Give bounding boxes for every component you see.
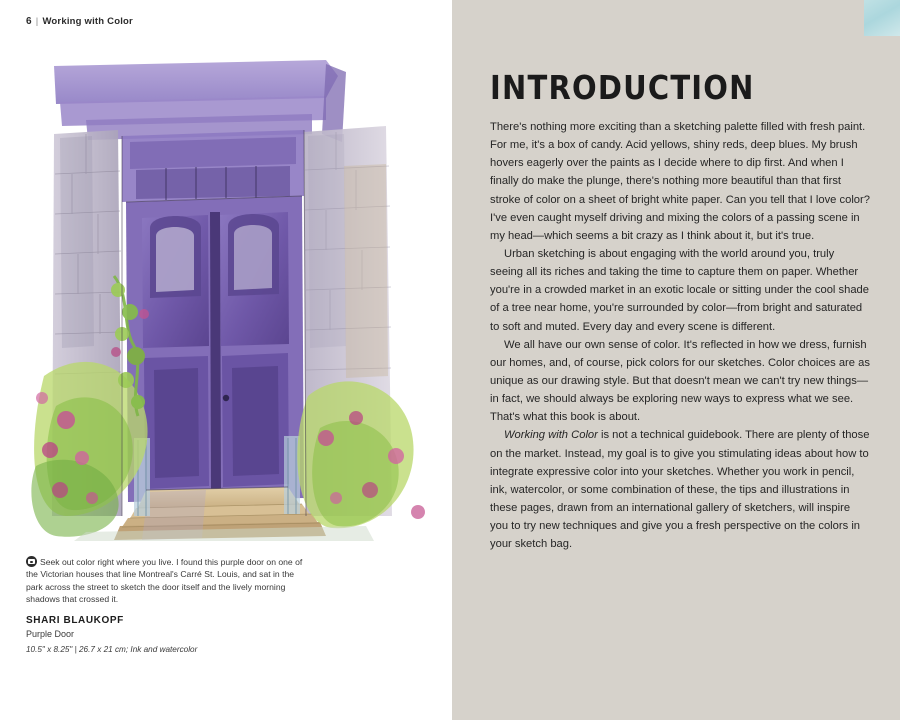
page-title: INTRODUCTION [490, 69, 755, 108]
artist-name: SHARI BLAUKOPF [26, 614, 124, 626]
running-head-title: Working with Color [42, 16, 133, 27]
book-title-italic: Working with Color [504, 429, 598, 442]
corner-color-swatch [864, 0, 900, 36]
artwork-watercolor-purple-door [26, 46, 426, 541]
running-head [26, 16, 133, 27]
paragraph-2: Urban sketching is about engaging with the world around you, truly seeing all its riches and taking the time to capture them on paper. Whether you're in a crowded market in an exotic locale or sitting under the cool shade of a tree near home, you're surrounded by color—from bright and saturated to soft and muted. Every day and every scene is different. [490, 247, 869, 333]
camera-icon [26, 556, 37, 567]
caption-text-wrapper [26, 556, 304, 606]
artwork-specs: 10.5" x 8.25" | 26.7 x 21 cm; Ink and watercolor [26, 644, 198, 654]
paragraph-1: There's nothing more exciting than a sketching palette filled with fresh paint. For me, it's a box of candy. Acid yellows, shiny reds, deep blues. My brush hovers eagerly over the paints as I decide where to dip first. And when I finally do make the plunge, there's nothing more beautiful than that first stroke of color on a sheet of bright white paper. Can you tell that I love color? I've even caught myself driving and mixing the colors of a passing scene in my head—which seems a bit crazy as I think about it, but it's true. [490, 121, 870, 242]
body-copy [490, 118, 870, 553]
paragraph-3: We all have our own sense of color. It's reflected in how we dress, furnish our homes, and, of course, pick colors for our sketches. Color choices are as unique as our drawing style. But that doesn't mean we can't try new things—in fact, we should always be exploring new ways to express what we see. That's what this book is about. [490, 338, 870, 424]
paragraph-4-rest: is not a technical guidebook. There are plenty of those on the market. Instead, my goal is to give you stimulating ideas about how to integrate expressive color into your sketches. Whether you work in pencil, ink, watercolor, or some combination of these, the tips and illustrations in these pages, drawn from an international gallery of sketchers, will inspire you to try new techniques and give you a fresh perspective on the colors in your sketch bag. [490, 429, 870, 551]
right-page [452, 0, 900, 720]
page-folio: 6 [26, 16, 32, 27]
running-head-separator: | [35, 16, 39, 27]
paragraph-4 [490, 426, 870, 553]
caption-block [26, 556, 304, 654]
caption-text: Seek out color right where you live. I found this purple door on one of the Victorian houses that line Montreal's Carré St. Louis, and sat in the park across the street to sketch the door itself and the lively morning shadows that crossed it. [26, 557, 303, 605]
artwork-title: Purple Door [26, 628, 75, 639]
